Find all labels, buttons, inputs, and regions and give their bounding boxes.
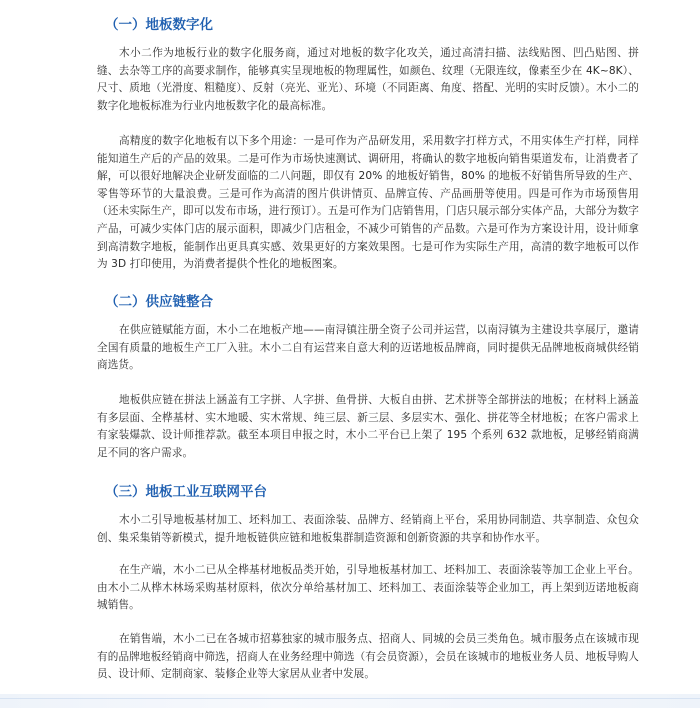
paragraph-supply-chain-empower: 在供应链赋能方面，木小二在地板产地——南浔镇注册全资子公司并运营，以南浔镇为主建设共享展厅，邀请全国有质量的地板生产工厂入驻。木小二自有运营来自意大利的迈诺地板品牌商，同时提供无品牌地板商城供经销商选货。 xyxy=(97,324,639,372)
page-bottom-decoration xyxy=(0,694,700,708)
section-heading-industrial-internet: （三）地板工业互联网平台 xyxy=(105,484,267,500)
paragraph-platform-model: 木小二引导地板基材加工、坯料加工、表面涂装、品牌方、经销商上平台，采用协同制造、共享制造、众包众创、集采集销等新模式，提升地板链供应链和地板集群制造资源和创新资源的共享和协作水平。 xyxy=(97,514,639,544)
paragraph-digitalization-uses: 高精度的数字化地板有以下多个用途：一是可作为产品研发用，采用数字打样方式，不用实体生产打样，同样能知道生产后的产品的效果。二是可作为市场快速测试、调研用，将确认的数字地板向销售渠道发布，让消费者了解，可以很好地解决企业研发面临的二八问题，即仅有 20% 的地板好销售，80% 的地板不好销售所导致的生产、零售等环节的大量浪费。三是可作为高清的图片供讲情页、品牌宣传、产品画册等使用。四是可作为市场预售用（还未实际生产，即可以发布市场，进行预订）。五是可作为门店销售用，门店只展示部分实体产品，大部分为数字产品，可减少实体门店的展示面积，即减少门店租金，不减少可销售的产品数。六是可作为方案设计用，设计师拿到高清数字地板，能制作出更具真实感、效果更好的方案效果图。七是可作为实际生产用，高清的数字地板可以作为 3D 打印使用，为消费者提供个性化的地板图案。 xyxy=(97,135,639,271)
section-heading-supply-chain: （二）供应链整合 xyxy=(105,294,213,310)
paragraph-digitalization-intro: 木小二作为地板行业的数字化服务商，通过对地板的数字化攻关，通过高清扫描、法线贴图、凹凸贴图、拼缝、去杂等工序的高要求制作，能够真实呈现地板的物理属性，如颜色、纹理（无限连纹，像素至少在 4K~8K）、尺寸、质地（光滑度、粗糙度）、反射（亮光、亚光）、环境（不同距离、角度、搭配、光明的实时反馈）。木小二的数字化地板标准为行业内地板数字化的最高标准。 xyxy=(97,47,639,112)
paragraph-sales-side: 在销售端，木小二已在各城市招募独家的城市服务点、招商人、同城的会员三类角色。城市服务点在该城市现有的品牌地板经销商中筛选，招商人在业务经理中筛选（有会员资源），会员在该城市的地板业务人员、地板导购人员、设计师、定制商家、装修企业等大家居从业者中发展。 xyxy=(97,633,639,681)
section-heading-digitalization: （一）地板数字化 xyxy=(105,17,213,33)
paragraph-production-side: 在生产端，木小二已从全桦基材地板品类开始，引导地板基材加工、坯料加工、表面涂装等加工企业上平台。由木小二从桦木林场采购基材原料，依次分单给基材加工、坯料加工、表面涂装等企业加工，再上架到迈诺地板商城销售。 xyxy=(97,564,639,612)
paragraph-supply-chain-products: 地板供应链在拼法上涵盖有工字拼、人字拼、鱼骨拼、大板自由拼、艺术拼等全部拼法的地板；在材料上涵盖有多层面、全桦基材、实木地暖、实木常规、纯三层、新三层、多层实木、强化、拼花等全材地板；在客户需求上有家装爆款、设计师推荐款。截至本项目申报之时，木小二平台已上架了 195 个系列 632 款地板，足够经销商满足不同的客户需求。 xyxy=(97,394,639,459)
